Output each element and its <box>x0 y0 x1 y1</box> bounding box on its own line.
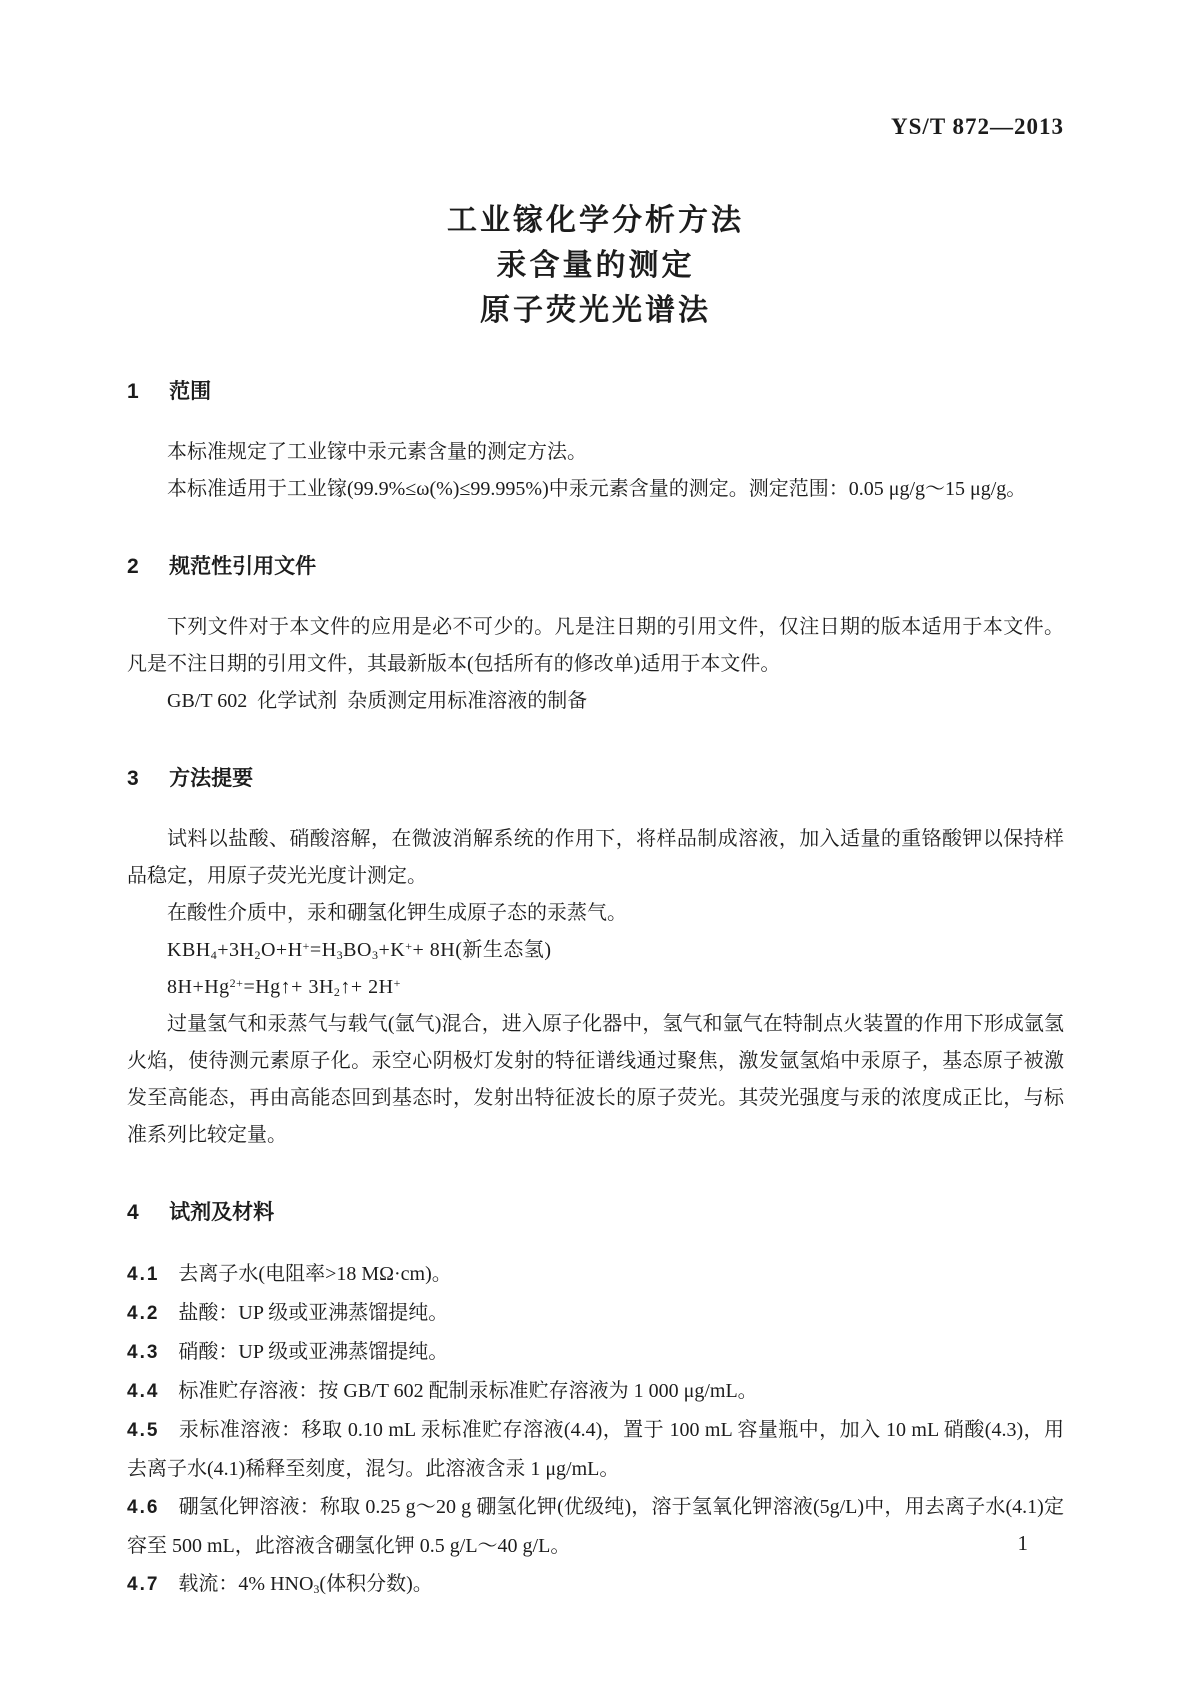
clause-number: 4.2 <box>127 1303 160 1324</box>
page-content <box>127 0 1064 1604</box>
reference-entry: GB/T 602 化学试剂 杂质测定用标准溶液的制备 <box>167 690 588 712</box>
section-2-heading <box>127 554 1064 580</box>
section-1-title: 范围 <box>169 380 212 403</box>
section-3-number: 3 <box>127 767 139 790</box>
section-2-title: 规范性引用文件 <box>169 555 317 578</box>
clause-row <box>127 1255 1064 1294</box>
section-4-title: 试剂及材料 <box>169 1201 275 1224</box>
section-1-number: 1 <box>127 380 139 403</box>
clause-text: 硼氢化钾溶液：称取 0.25 g～20 g 硼氢化钾(优级纯)，溶于氢氧化钾溶液(5g/L)中，用去离子水(4.1)定容至 500 mL，此溶液含硼氢化钾 0.5 g/L～40 g/L。 <box>127 1496 1064 1557</box>
clause-text: 去离子水(电阻率>18 MΩ·cm)。 <box>178 1263 452 1285</box>
document-title <box>127 198 1064 333</box>
section-3-heading <box>127 766 1064 792</box>
clause-row <box>127 1372 1064 1411</box>
clause-row <box>127 1488 1064 1565</box>
title-line-2: 汞含量的测定 <box>496 249 695 282</box>
page-number: 1 <box>1017 1531 1028 1555</box>
section-4-number: 4 <box>127 1201 139 1224</box>
clause-text: 汞标准溶液：移取 0.10 mL 汞标准贮存溶液(4.4)，置于 100 mL 容量瓶中，加入 10 mL 硝酸(4.3)，用去离子水(4.1)稀释至刻度，混匀。此溶液含汞 1 μg/mL。 <box>127 1419 1064 1480</box>
paragraph: 过量氢气和汞蒸气与载气(氩气)混合，进入原子化器中，氢气和氩气在特制点火装置的作用下形成氩氢火焰，使待测元素原子化。汞空心阴极灯发射的特征谱线通过聚焦，激发氩氢焰中汞原子，基态原子被激发至高能态，再由高能态回到基态时，发射出特征波长的原子荧光。其荧光强度与汞的浓度成正比，与标准系列比较定量。 <box>127 1013 1064 1146</box>
title-line-3: 原子荧光光谱法 <box>480 294 711 327</box>
section-normative-references <box>127 554 1064 720</box>
clause-text: 载流：4% $HNO_3$(体积分数)。 <box>178 1573 433 1596</box>
clause-number: 4.6 <box>127 1497 160 1518</box>
clause-text: 盐酸：UP 级或亚沸蒸馏提纯。 <box>178 1302 449 1324</box>
paragraph: 在酸性介质中，汞和硼氢化钾生成原子态的汞蒸气。 <box>167 902 627 924</box>
clause-number: 4.1 <box>127 1264 160 1285</box>
section-4-heading <box>127 1200 1064 1226</box>
clause-row <box>127 1333 1064 1372</box>
chemical-equation: $KBH_4+3H_2O+H^+=H_3BO_3+K^++ 8H$(新生态氢) <box>167 939 552 962</box>
section-2-number: 2 <box>127 555 139 578</box>
title-line-1: 工业镓化学分析方法 <box>447 204 744 237</box>
clause-number: 4.7 <box>127 1574 160 1595</box>
chemical-equation: $8H+Hg^{2+}=Hg↑+$ $3H_2↑+ 2H^+$ <box>167 976 401 999</box>
clause-row <box>127 1294 1064 1333</box>
clause-number: 4.4 <box>127 1381 160 1402</box>
clause-row <box>127 1565 1064 1604</box>
section-scope <box>127 379 1064 508</box>
clause-text: 标准贮存溶液：按 GB/T 602 配制汞标准贮存溶液为 1 000 μg/mL。 <box>178 1380 758 1402</box>
paragraph: 试料以盐酸、硝酸溶解，在微波消解系统的作用下，将样品制成溶液，加入适量的重铬酸钾以保持样品稳定，用原子荧光光度计测定。 <box>127 828 1064 887</box>
paragraph: 本标准规定了工业镓中汞元素含量的测定方法。 <box>167 441 587 463</box>
clause-row <box>127 1411 1064 1488</box>
paragraph: 本标准适用于工业镓(99.9%≤ω(%)≤99.995%)中汞元素含量的测定。测定范围：0.05 μg/g～15 μg/g。 <box>167 478 1027 500</box>
section-reagents-materials <box>127 1200 1064 1604</box>
clause-list <box>127 1255 1064 1604</box>
clause-number: 4.5 <box>127 1420 160 1441</box>
section-3-title: 方法提要 <box>169 767 254 790</box>
section-1-heading <box>127 379 1064 405</box>
section-method-summary <box>127 766 1064 1154</box>
clause-number: 4.3 <box>127 1342 160 1363</box>
clause-text: 硝酸：UP 级或亚沸蒸馏提纯。 <box>178 1341 449 1363</box>
standard-number-header: YS/T 872—2013 <box>891 114 1064 139</box>
paragraph: 下列文件对于本文件的应用是必不可少的。凡是注日期的引用文件，仅注日期的版本适用于本文件。凡是不注日期的引用文件，其最新版本(包括所有的修改单)适用于本文件。 <box>127 616 1064 675</box>
